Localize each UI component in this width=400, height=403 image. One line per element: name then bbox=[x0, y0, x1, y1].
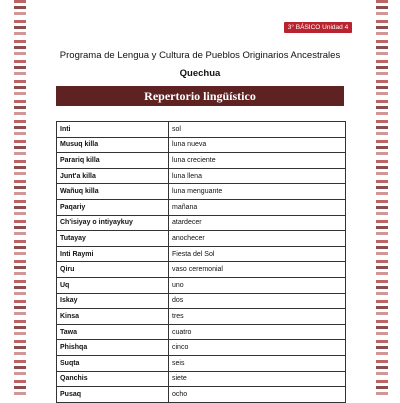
spanish-meaning: cuatro bbox=[169, 324, 346, 340]
decorative-border-right bbox=[374, 0, 390, 400]
table-row bbox=[57, 168, 346, 184]
language-title: Quechua bbox=[179, 68, 221, 79]
quechua-term: Musuq killa bbox=[57, 137, 169, 153]
quechua-term: Phishqa bbox=[57, 340, 169, 356]
spanish-meaning: luna menguante bbox=[169, 184, 346, 200]
table-row bbox=[57, 122, 346, 138]
spanish-meaning: cinco bbox=[169, 340, 346, 356]
quechua-term: Qiru bbox=[57, 262, 169, 278]
quechua-term: Tawa bbox=[57, 324, 169, 340]
spanish-meaning: seis bbox=[169, 355, 346, 371]
quechua-term: Suqta bbox=[57, 355, 169, 371]
spanish-meaning: dos bbox=[169, 293, 346, 309]
table-row bbox=[57, 293, 346, 309]
quechua-term: Qanchis bbox=[57, 371, 169, 387]
spanish-meaning: uno bbox=[169, 277, 346, 293]
section-title-banner: Repertorio lingüístico bbox=[56, 86, 344, 106]
table-row bbox=[57, 324, 346, 340]
quechua-term: Tutayay bbox=[57, 231, 169, 247]
quechua-term: Paqariy bbox=[57, 199, 169, 215]
table-row bbox=[57, 262, 346, 278]
quechua-term: Inti bbox=[57, 122, 169, 138]
spanish-meaning: mañana bbox=[169, 199, 346, 215]
spanish-meaning: siete bbox=[169, 371, 346, 387]
table-row bbox=[57, 371, 346, 387]
spanish-meaning: ocho bbox=[169, 387, 346, 403]
spanish-meaning: anochecer bbox=[169, 231, 346, 247]
grade-unit-badge: 3° BÁSICO Unidad 4 bbox=[284, 22, 352, 33]
spanish-meaning: Fiesta del Sol bbox=[169, 246, 346, 262]
program-title: Programa de Lengua y Cultura de Pueblos Originarios Ancestrales bbox=[59, 50, 341, 61]
table-row bbox=[57, 199, 346, 215]
table-row bbox=[57, 277, 346, 293]
table-row bbox=[57, 246, 346, 262]
table-row bbox=[57, 153, 346, 169]
quechua-term: Pusaq bbox=[57, 387, 169, 403]
quechua-term: Kinsa bbox=[57, 309, 169, 325]
quechua-term: Uq bbox=[57, 277, 169, 293]
spanish-meaning: sol bbox=[169, 122, 346, 138]
table-row bbox=[57, 231, 346, 247]
quechua-term: Parariq killa bbox=[57, 153, 169, 169]
quechua-term: Inti Raymi bbox=[57, 246, 169, 262]
quechua-term: Iskay bbox=[57, 293, 169, 309]
spanish-meaning: luna nueva bbox=[169, 137, 346, 153]
decorative-border-left bbox=[12, 0, 28, 400]
vocabulary-table bbox=[56, 121, 346, 403]
table-row bbox=[57, 340, 346, 356]
table-row bbox=[57, 355, 346, 371]
table-row bbox=[57, 137, 346, 153]
spanish-meaning: luna llena bbox=[169, 168, 346, 184]
quechua-term: Wañuq killa bbox=[57, 184, 169, 200]
spanish-meaning: vaso ceremonial bbox=[169, 262, 346, 278]
table-row bbox=[57, 215, 346, 231]
quechua-term: Junt'a killa bbox=[57, 168, 169, 184]
spanish-meaning: atardecer bbox=[169, 215, 346, 231]
spanish-meaning: luna creciente bbox=[169, 153, 346, 169]
table-row bbox=[57, 309, 346, 325]
quechua-term: Ch'isiyay o intiyaykuy bbox=[57, 215, 169, 231]
spanish-meaning: tres bbox=[169, 309, 346, 325]
table-row bbox=[57, 184, 346, 200]
